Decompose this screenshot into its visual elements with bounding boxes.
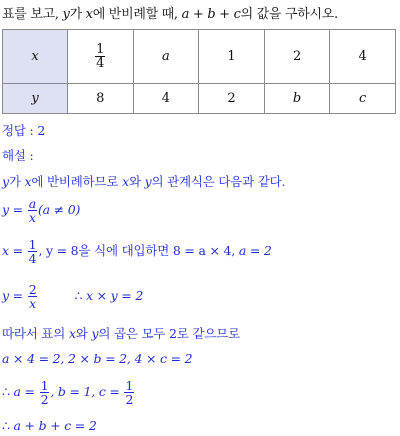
numerator: 1 (125, 378, 134, 393)
equation: 8 = a × 4 (172, 243, 232, 259)
therefore-symbol: ∴ (74, 288, 86, 304)
equation-lhs: a = (13, 384, 39, 400)
table-header-x: x (3, 30, 68, 84)
fraction (95, 43, 105, 71)
table-cell: 2 (199, 84, 265, 114)
table-cell: 1 (199, 30, 265, 84)
text: 와 (75, 326, 92, 341)
table-cell: 8 (68, 84, 134, 114)
var-y: y (144, 174, 152, 189)
var-y: y (91, 326, 99, 341)
text: , (231, 243, 239, 259)
numerator: 1 (40, 378, 49, 393)
value-table (2, 29, 396, 114)
denominator: 4 (28, 251, 37, 267)
equation: , b = 1, c = (50, 384, 124, 400)
text: 와 (128, 174, 145, 189)
numerator: a (28, 196, 36, 211)
text: 의 관계식은 다음과 같다. (151, 174, 286, 189)
question-part: 의 값을 구하시오. (240, 7, 338, 22)
denominator: x (29, 296, 36, 312)
explanation-line-3 (2, 238, 272, 265)
table-cell: 4 (330, 30, 396, 84)
denominator: 2 (40, 392, 49, 408)
equation: a × 4 = 2, 2 × b = 2, 4 × c = 2 (2, 351, 193, 366)
text: 따라서 표의 (2, 326, 69, 341)
table-row-y (3, 84, 396, 114)
text: , y = 8을 식에 대입하면 (38, 243, 173, 259)
question-part: 표를 보고, (2, 7, 63, 22)
fraction (40, 379, 50, 406)
denominator: x (28, 210, 36, 226)
equation: a = 2 (238, 243, 272, 259)
table-cell: c (330, 84, 396, 114)
fraction (28, 238, 38, 265)
explanation-label: 해설 : (2, 148, 34, 163)
denominator: 2 (125, 392, 134, 408)
table-cell: 4 (133, 84, 199, 114)
text: 가 (8, 174, 25, 189)
text: 에 반비례하므로 (31, 174, 123, 189)
table-cell: 2 (264, 30, 330, 84)
answer-line (2, 121, 45, 139)
var-y: y (62, 7, 70, 22)
question-text (2, 3, 338, 22)
question-expression: a + b + c (181, 7, 241, 22)
numerator: 1 (96, 41, 105, 57)
explanation-line-6 (2, 351, 192, 366)
var-x: x (68, 326, 76, 341)
explanation-line-1 (2, 172, 285, 190)
var-x: x (122, 174, 129, 189)
question-part: 가 (69, 7, 86, 22)
therefore-symbol: ∴ (2, 384, 14, 400)
numerator: 1 (28, 237, 37, 252)
equation-lhs: y = (2, 202, 27, 218)
var-x: x (24, 174, 32, 189)
var-x: x (85, 7, 93, 22)
table-cell: b (264, 84, 330, 114)
question-part: 에 반비례할 때, (92, 7, 182, 22)
equation: a + b + c = 2 (13, 418, 97, 433)
fraction (124, 379, 134, 406)
therefore-symbol: ∴ (2, 418, 14, 433)
equation-lhs: x = (2, 243, 27, 259)
text: 의 곱은 모두 2로 같으므로 (98, 326, 240, 341)
fraction (28, 197, 37, 224)
table-cell: a (133, 30, 199, 84)
explanation-line-7 (2, 379, 135, 406)
table-row-x (3, 30, 396, 84)
explanation-line-4 (2, 283, 143, 310)
table-header-y: y (3, 84, 68, 114)
equation: x × y = 2 (85, 288, 144, 304)
table-cell (68, 30, 134, 84)
condition: (a ≠ 0) (37, 202, 81, 218)
answer-label: 정답 : (2, 123, 38, 138)
var-y: y (2, 174, 9, 189)
numerator: 2 (28, 282, 37, 297)
denominator: 4 (96, 56, 105, 72)
explanation-line-8 (2, 418, 97, 433)
fraction (28, 283, 38, 310)
answer-value: 2 (37, 123, 46, 138)
explanation-line-5 (2, 324, 240, 342)
equation-lhs: y = (2, 288, 27, 304)
explanation-line-2 (2, 197, 80, 224)
